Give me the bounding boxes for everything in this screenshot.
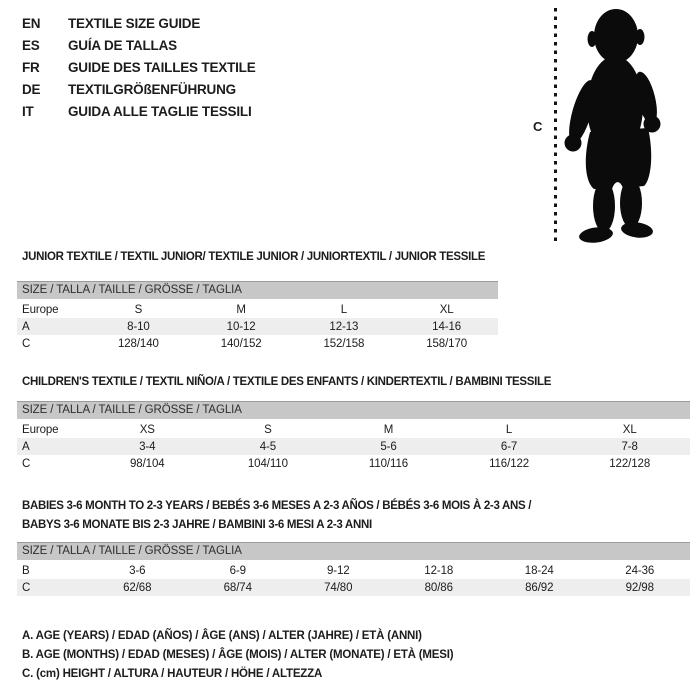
size-header-bar: SIZE / TALLA / TAILLE / GRÖSSE / TAGLIA xyxy=(17,281,498,299)
row-label: C xyxy=(22,337,31,350)
table-row-c xyxy=(17,335,498,352)
size-cell: 14-16 xyxy=(432,320,462,333)
size-cell: L xyxy=(505,423,513,436)
size-cell: 4-5 xyxy=(259,440,277,453)
size-cell: 10-12 xyxy=(226,320,256,333)
language-row-es xyxy=(22,34,256,56)
size-cell: XS xyxy=(139,423,155,436)
size-cell: 122/128 xyxy=(609,457,651,470)
row-label: B xyxy=(22,564,30,577)
size-cell: 5-6 xyxy=(380,440,397,453)
size-cell: 7-8 xyxy=(621,440,638,453)
language-code: ES xyxy=(22,37,40,53)
size-cell: 18-24 xyxy=(524,564,554,577)
size-cell: 6-7 xyxy=(500,440,518,453)
size-cell: XL xyxy=(439,303,454,316)
row-label: A xyxy=(22,440,30,453)
size-cell: 104/110 xyxy=(247,457,288,470)
table-row-europe xyxy=(17,421,690,438)
size-cell: 12-13 xyxy=(329,320,359,333)
table-row-c xyxy=(17,455,690,472)
size-header-bar: SIZE / TALLA / TAILLE / GRÖSSE / TAGLIA xyxy=(17,401,690,419)
size-cell: 140/152 xyxy=(220,337,262,350)
size-cell: 8-10 xyxy=(127,320,150,333)
size-cell: 62/68 xyxy=(123,581,152,594)
size-cell: 9-12 xyxy=(326,564,350,577)
table-row-b xyxy=(17,562,690,579)
language-code: DE xyxy=(22,81,41,97)
table-title xyxy=(22,497,690,535)
language-label: GUIDA ALLE TAGLIE TESSILI xyxy=(68,103,252,119)
legend-age-months: B. AGE (MONTHS) / EDAD (MESES) / ÂGE (MOIS) / ALTER (MONATE) / ETÀ (MESI) xyxy=(22,649,454,661)
size-table-section-0 xyxy=(17,250,498,352)
table-row-c xyxy=(17,579,690,596)
row-label: C xyxy=(22,581,31,594)
size-cell: S xyxy=(134,303,143,316)
size-cell: 92/98 xyxy=(625,581,654,594)
language-code: IT xyxy=(22,103,34,119)
size-cell: S xyxy=(264,423,272,436)
language-row-en xyxy=(22,12,256,34)
language-row-de xyxy=(22,78,256,100)
size-cell: 110/116 xyxy=(368,457,409,470)
height-measure-label: C xyxy=(533,119,543,134)
row-label: C xyxy=(22,457,31,470)
size-cell: 152/158 xyxy=(323,337,365,350)
size-cell: 24-36 xyxy=(625,564,655,577)
size-cell: 3-6 xyxy=(129,564,146,577)
size-cell: 6-9 xyxy=(229,564,246,577)
language-title-block xyxy=(22,12,256,122)
size-table-section-1 xyxy=(17,375,690,472)
size-cell: L xyxy=(340,303,348,316)
legend-age-years: A. AGE (YEARS) / EDAD (AÑOS) / ÂGE (ANS) / ALTER (JAHRE) / ETÀ (ANNI) xyxy=(22,630,422,642)
size-table xyxy=(17,421,690,472)
size-cell: M xyxy=(383,423,394,436)
table-row-a xyxy=(17,318,498,335)
table-row-a xyxy=(17,438,690,455)
row-label: A xyxy=(22,320,30,333)
size-cell: 3-4 xyxy=(139,440,156,453)
size-cell: 158/170 xyxy=(426,337,468,350)
table-title-line: CHILDREN'S TEXTILE / TEXTIL NIÑO/A / TEXTILE DES ENFANTS / KINDERTEXTIL / BAMBINI TESSILE xyxy=(22,376,552,388)
size-cell: 74/80 xyxy=(324,581,353,594)
size-cell: 12-18 xyxy=(424,564,454,577)
table-title-line: BABYS 3-6 MONATE BIS 2-3 JAHRE / BAMBINI 3-6 MESI A 2-3 ANNI xyxy=(22,519,372,531)
row-label: Europe xyxy=(22,423,59,436)
size-cell: 98/104 xyxy=(130,457,165,470)
legend-height-cm: C. (cm) HEIGHT / ALTURA / HAUTEUR / HÖHE / ALTEZZA xyxy=(22,668,323,680)
size-cell: M xyxy=(236,303,246,316)
table-title xyxy=(22,375,690,389)
size-cell: 86/92 xyxy=(525,581,554,594)
language-label: GUIDE DES TAILLES TEXTILE xyxy=(68,59,256,75)
language-label: GUÍA DE TALLAS xyxy=(68,37,177,53)
legend-block xyxy=(22,627,453,684)
size-table-section-2 xyxy=(17,497,690,596)
language-label: TEXTILE SIZE GUIDE xyxy=(68,15,201,31)
table-row-europe xyxy=(17,301,498,318)
language-label: TEXTILGRÖßENFÜHRUNG xyxy=(68,81,236,97)
language-row-fr xyxy=(22,56,256,78)
size-cell: 68/74 xyxy=(223,581,252,594)
toddler-silhouette-icon xyxy=(560,4,670,244)
language-row-it xyxy=(22,100,256,122)
size-cell: XL xyxy=(622,423,637,436)
size-table xyxy=(17,562,690,596)
size-cell: 80/86 xyxy=(424,581,453,594)
row-label: Europe xyxy=(22,303,59,316)
size-table xyxy=(17,301,498,352)
language-code: EN xyxy=(22,15,41,31)
size-header-bar: SIZE / TALLA / TAILLE / GRÖSSE / TAGLIA xyxy=(17,542,690,560)
size-cell: 116/122 xyxy=(489,457,530,470)
table-title xyxy=(22,250,498,264)
table-title-line: BABIES 3-6 MONTH TO 2-3 YEARS / BEBÉS 3-6 MESES A 2-3 AÑOS / BÉBÉS 3-6 MOIS À 2-3 ANS / xyxy=(22,500,532,512)
table-title-line: JUNIOR TEXTILE / TEXTIL JUNIOR/ TEXTILE JUNIOR / JUNIORTEXTIL / JUNIOR TESSILE xyxy=(22,251,486,263)
height-measure-line xyxy=(554,8,557,246)
language-code: FR xyxy=(22,59,40,75)
size-cell: 128/140 xyxy=(117,337,159,350)
